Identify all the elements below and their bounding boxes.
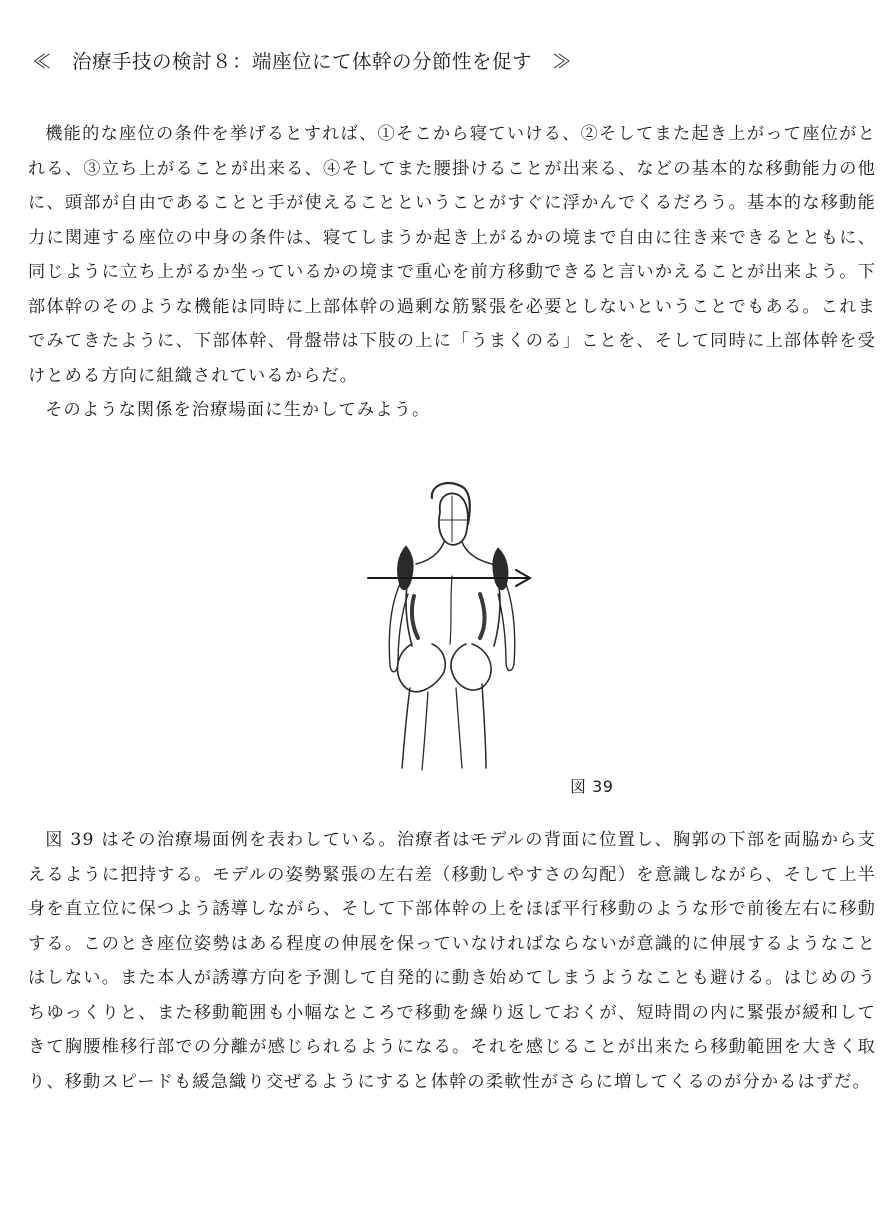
torso-shading-left <box>412 596 418 638</box>
neck-left <box>416 542 444 564</box>
explanation-text <box>28 823 876 1099</box>
explanation-paragraph: 図 39 はその治療場面例を表わしている。治療者はモデルの背面に位置し、胸郭の下部を両脇から支えるように把持する。モデルの姿勢緊張の左右差（移動しやすさの勾配）を意識しながら、そして上半身を直立位に保つよう誘導しながら、そして下部体幹の上をほぼ平行移動のような形で前後左右に移動する。このとき座位姿勢はある程度の伸展を保っていなければならないが意識的に伸展するようなことはしない。また本人が誘導方向を予測して自発的に動き始めてしまうようなことも避ける。はじめのうちゆっくりと、また移動範囲も小幅なところで移動を繰り返しておくが、短時間の内に緊張が緩和してきて胸腰椎移行部での分離が感じられるようになる。それを感じることが出来たら移動範囲を大きく取り、移動スピードも緩急織り交ぜるようにすると体幹の柔軟性がさらに増してくるのが分かるはずだ。 <box>28 830 876 1092</box>
figure-39-illustration <box>352 476 542 776</box>
neck-right <box>462 542 492 564</box>
section-heading: ≪ 治療手技の検討８：端座位にて体幹の分節性を促す ≫ <box>32 50 573 73</box>
head-oval <box>439 494 468 545</box>
hair-outline <box>432 483 470 524</box>
seated-figure-sketch <box>352 476 542 776</box>
right-thigh <box>451 644 491 690</box>
intro-paragraph-2: そのような関係を治療場面に生かしてみよう。 <box>45 400 431 420</box>
left-thigh <box>397 644 445 692</box>
intro-text <box>28 117 876 428</box>
spine-line <box>450 576 452 644</box>
right-shin-back <box>482 684 486 768</box>
right-shin <box>456 688 462 768</box>
torso-shading-right <box>480 594 485 638</box>
figure-caption: 図 39 <box>570 777 614 796</box>
intro-paragraph-1: 機能的な座位の条件を挙げるとすれば、①そこから寝ていける、②そしてまた起き上がって座位がとれる、③立ち上がることが出来る、④そしてまた腰掛けることが出来る、などの基本的な移動能力の他に、頭部が自由であることと手が使えることということがすぐに浮かんでくるだろう。基本的な移動能力に関連する座位の中身の条件は、寝てしまうか起き上がるかの境まで自由に往き来できるとともに、同じように立ち上がるか坐っているかの境まで重心を前方移動できると言いかえることが出来よう。下部体幹のそのような機能は同時に上部体幹の過剰な筋緊張を必要としないということでもある。これまでみてきたように、下部体幹、骨盤帯は下肢の上に「うまくのる」ことを、そして同時に上部体幹を受けとめる方向に組織されているからだ。 <box>28 124 876 386</box>
left-shin-back <box>422 692 428 770</box>
left-shin <box>402 688 410 768</box>
